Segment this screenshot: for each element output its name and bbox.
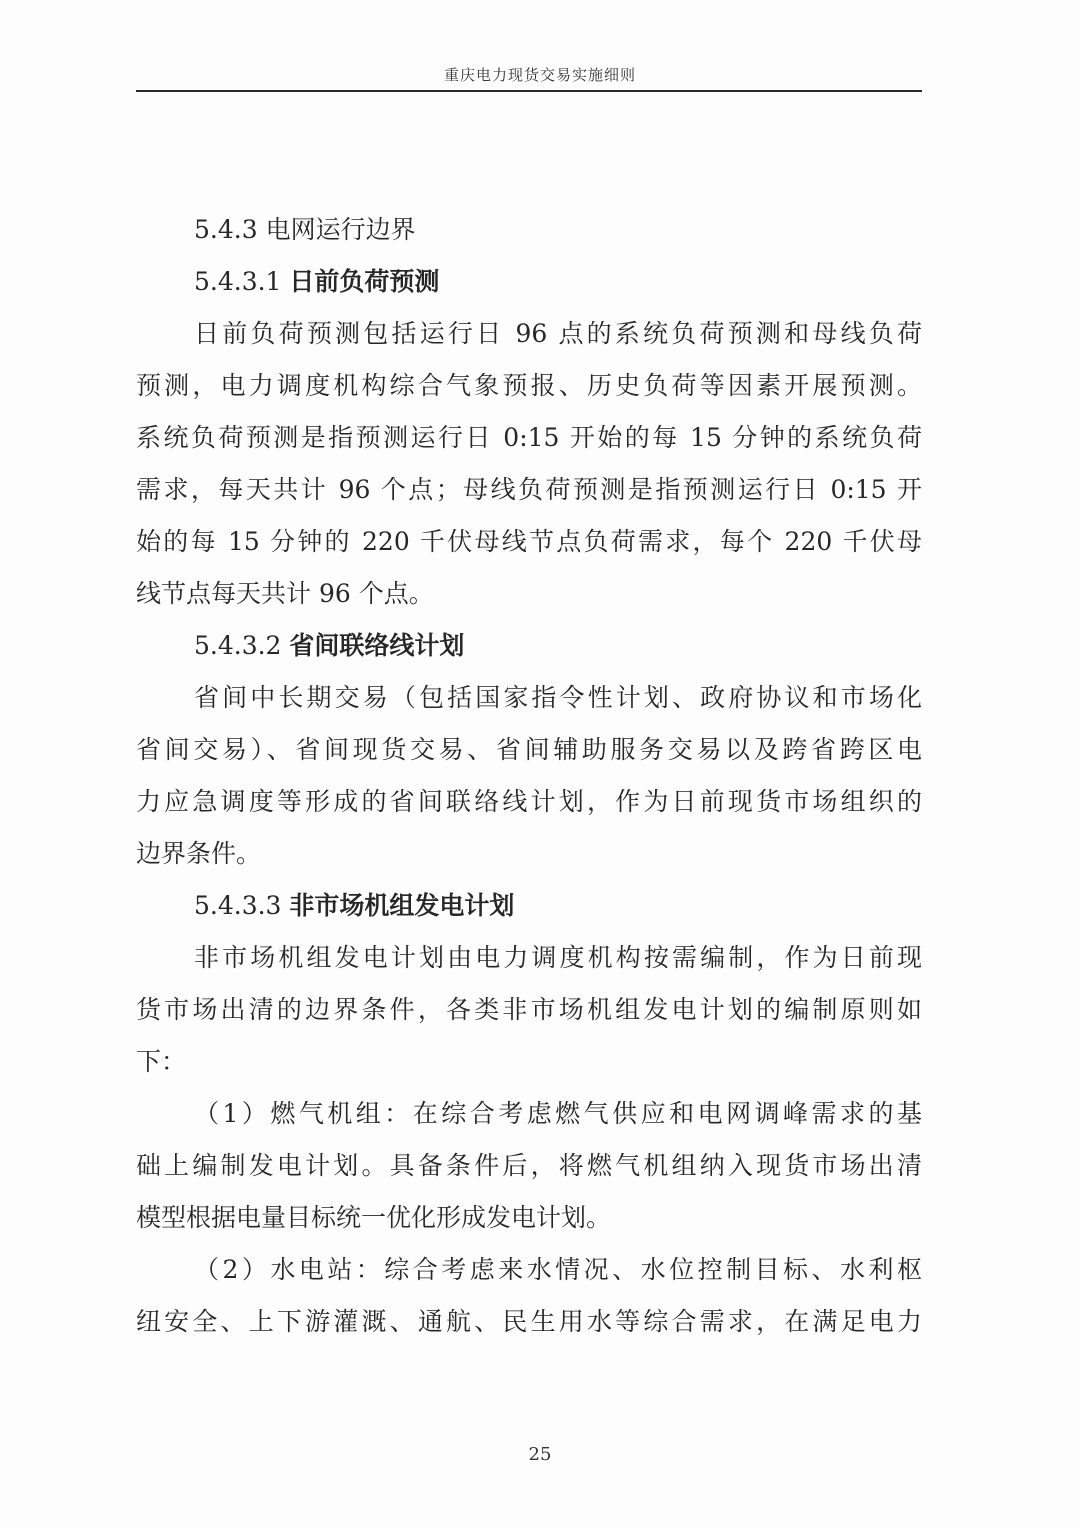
section-heading-5-4-3	[136, 204, 922, 256]
page-content	[136, 204, 922, 1348]
section-heading-5-4-3-1	[136, 256, 922, 308]
paragraph-line: 省间交易）、省间现货交易、省间辅助服务交易以及跨省跨区电	[136, 735, 922, 764]
paragraph-line: 预测，电力调度机构综合气象预报、历史负荷等因素开展预测。	[136, 371, 922, 400]
paragraph-line: 系统负荷预测是指预测运行日 0:15 开始的每 15 分钟的系统负荷	[136, 423, 922, 452]
paragraph-line: 日前负荷预测包括运行日 96 点的系统负荷预测和母线负荷	[194, 319, 922, 348]
section-number: 5.4.3.3	[194, 891, 282, 920]
running-header: 重庆电力现货交易实施细则	[443, 66, 636, 84]
paragraph-line: 非市场机组发电计划由电力调度机构按需编制，作为日前现	[194, 943, 922, 972]
section-number: 5.4.3.1	[194, 267, 282, 296]
paragraph-line: 需求，每天共计 96 个点；母线负荷预测是指预测运行日 0:15 开	[136, 475, 922, 504]
section-title: 省间联络线计划	[289, 631, 465, 660]
section-number: 5.4.3.2	[194, 631, 282, 660]
section-number: 5.4.3	[194, 215, 258, 244]
list-item-line: （2）水电站：综合考虑来水情况、水位控制目标、水利枢	[194, 1255, 922, 1284]
section-heading-5-4-3-2	[136, 620, 922, 672]
paragraph-line: 下：	[136, 1047, 187, 1076]
section-title: 非市场机组发电计划	[289, 891, 515, 920]
page-number: 25	[528, 1444, 552, 1465]
section-heading-5-4-3-3	[136, 880, 922, 932]
paragraph-line: 省间中长期交易（包括国家指令性计划、政府协议和市场化	[194, 683, 922, 712]
paragraph-line: 货市场出清的边界条件，各类非市场机组发电计划的编制原则如	[136, 995, 922, 1024]
header-rule	[136, 90, 922, 92]
list-item-line: 模型根据电量目标统一优化形成发电计划。	[136, 1203, 612, 1232]
section-title: 日前负荷预测	[289, 267, 440, 296]
list-item-line: （1）燃气机组：在综合考虑燃气供应和电网调峰需求的基	[194, 1099, 922, 1128]
section-title: 电网运行边界	[265, 215, 416, 244]
paragraph-line: 线节点每天共计 96 个点。	[136, 579, 434, 608]
list-item-line: 础上编制发电计划。具备条件后，将燃气机组纳入现货市场出清	[136, 1151, 922, 1180]
paragraph-line: 边界条件。	[136, 839, 262, 868]
list-item-line: 纽安全、上下游灌溉、通航、民生用水等综合需求，在满足电力	[136, 1307, 922, 1336]
paragraph-line: 始的每 15 分钟的 220 千伏母线节点负荷需求，每个 220 千伏母	[136, 527, 922, 556]
paragraph-line: 力应急调度等形成的省间联络线计划，作为日前现货市场组织的	[136, 787, 922, 816]
